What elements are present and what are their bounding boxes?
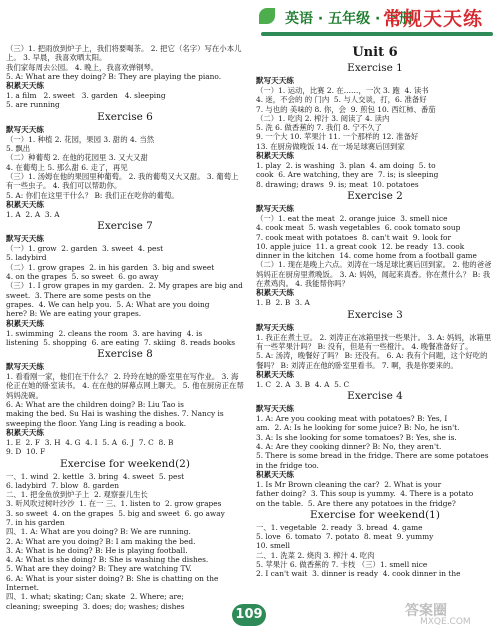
- answer-line: 6. A: What are the children doing? B: Liu Tao is: [6, 400, 184, 410]
- section-tag: 默写天天练: [6, 124, 44, 134]
- answer-line: cook 6. Are watching, they are 7. is; is sleeping: [256, 170, 439, 180]
- answer-line: 4. A: Are they cooking dinner? B: No, they aren't.: [256, 442, 442, 452]
- answer-line: 四、1. A: What are you doing? B: We are running.: [6, 527, 191, 537]
- answer-line: （一）1. eat the meat 2. orange juice 3. smell nice: [256, 213, 448, 223]
- section-tag: 积累天天练: [256, 369, 294, 379]
- answer-line: 二、1. 洗菜 2. 烧肉 3. 榨汁 4. 吃肉: [256, 550, 375, 560]
- answer-line: 1. 看看刚一家，他们在干什么？ 2. 玲玲在她的卧室里在写作业。 3. 海伦正在她的卧室读书。 4. 在在他的屏幕点网上聊天。 5. 他在厨房正在帮妈妈洗碗。: [6, 372, 244, 400]
- section-tag: 默写天天练: [6, 362, 44, 372]
- answer-line: 2. A: What are you doing? B: I am making the bed.: [6, 536, 196, 546]
- answer-line: 5. A: 你们在这里干什么？ B: 我们正在吃你的葡萄。: [6, 190, 179, 200]
- answer-line: （二）1. 吃肉 2. 榨汁 3. 阅读了 4. 读内: [256, 113, 390, 123]
- answer-line: am. 2. A: Is he looking for some juice? B: No, he isn't.: [256, 423, 460, 433]
- answer-line: （二）1. grow grapes 2. in his garden 3. big and sweet: [6, 262, 215, 272]
- answer-line: 4. 在葡萄上 5. 那么甜 6. 走了，再见: [6, 162, 128, 172]
- answer-line: 13. 在厨房做晚饭 14. 在一场足球赛后回到家: [256, 141, 405, 151]
- answer-line: （一）1. grow 2. garden 3. sweet 4. pest: [6, 244, 164, 254]
- header-banner: [255, 4, 495, 44]
- section-tag: 积累天天练: [6, 81, 44, 91]
- answer-line: listening 5. shopping 6. are eating 7. skiing 8. reads books: [6, 337, 236, 347]
- section-tag: 积累天天练: [6, 318, 44, 328]
- answer-line: 4. on the grapes 5. so sweet 6. go away: [6, 272, 159, 282]
- section-tag: 积累天天练: [6, 199, 44, 209]
- answer-line: 5. There is some bread in the fridge. There are some potatoes: [256, 451, 489, 461]
- answer-line: 5. 洗 6. 做香蕉的 7. 我们 8. 宁不久了: [256, 123, 382, 133]
- answer-line: 8. drawing; draws 9. is; meat 10. potatoes: [256, 179, 419, 189]
- answer-line: 3. 听风吹过树叶沙沙 1. 在一 三、1. listen to 2. grow grapes: [6, 499, 222, 509]
- answer-line: cleaning; sweeping 3. does; do; washes; dishes: [6, 601, 185, 611]
- answer-line: 6. A: What is your sister doing? B: She is chatting on the: [6, 573, 219, 583]
- section-tag: 默写天天练: [256, 404, 294, 414]
- answer-line: 4. cook meat 5. wash vegetables 6. cook tomato soup: [256, 223, 461, 233]
- answer-line: here? B: We are eating your grapes.: [6, 309, 142, 319]
- answer-line: Internet.: [6, 583, 40, 593]
- header-grade: 英语 · 五年级 · 下册: [285, 11, 414, 27]
- page-number: 109: [232, 604, 266, 626]
- left-column: [6, 44, 244, 611]
- answer-line: （三）1. 汤姆在他的果园里种葡萄。 2. 我的葡萄又大又甜。 3. 葡萄上有一些虫子。 4. 我们可以帮助你。: [6, 171, 239, 191]
- answer-line: 一、1. vegetable 2. ready 3. bread 4. game: [256, 522, 423, 532]
- answer-line: （一）1. 种植 2. 花园，果园 3. 甜的 4. 当然: [6, 134, 155, 144]
- watermark-logo: 答案圈: [405, 603, 447, 619]
- header-title: 常规天天练: [383, 8, 484, 30]
- answer-line: in the fridge too.: [256, 460, 319, 470]
- answer-line: 9. 一个大 10. 苹果汁 11. 一个那样的 12. 准备好: [256, 132, 419, 142]
- answer-line: father doing? 3. This soup is yummy. 4. There is a potato: [256, 489, 474, 499]
- answer-line: 5. 苹果汁 6. 做香蕉的 7. 卡枝 （三）1. smell nice: [256, 559, 428, 569]
- answer-line: 四、1. what; skating; Can; skate 2. Where; are;: [6, 592, 184, 602]
- section-title: Exercise 8: [97, 348, 153, 361]
- section-tag: 积累天天练: [256, 469, 294, 479]
- answer-line: 3. so sweet 4. on the grapes 5. big and sweet 6. go away: [6, 508, 225, 518]
- answer-line: 1. play 2. is washing 3. plan 4. am doing 5. to: [256, 161, 436, 171]
- answer-line: （二）种葡萄 2. 在他的花园里 3. 又大又甜: [6, 153, 148, 163]
- answer-line: 2. I can't wait 3. dinner is ready 4. cook dinner in the: [256, 569, 461, 579]
- answer-line: 一、1. wind 2. kettle 3. bring 4. sweet 5. pest: [6, 471, 185, 481]
- answer-line: 3. A: Is she looking for some tomatoes? B: Yes, she is.: [256, 432, 457, 442]
- answer-line: 3. A: What is he doing? B: He is playing football.: [6, 545, 188, 555]
- answer-line: 1. a film 2. sweet 3. garden 4. sleeping: [6, 91, 166, 101]
- answer-line: grapes. 4. We can help you. 5. A: What are you doing: [6, 299, 210, 309]
- section-title: Exercise 1: [347, 62, 403, 74]
- answer-line: dinner in the kitchen 14. come home from a football game: [256, 251, 477, 261]
- answer-line: 5. A: What are they doing? B: They are playing the piano.: [6, 71, 222, 81]
- answer-line: （三）1. I grow grapes in my garden. 2. My grapes are big and sweet. 3. There are some pests on the: [6, 281, 246, 300]
- unit-title: Unit 6: [352, 45, 398, 60]
- answer-line: （二）1. 现在是晚上六点。刘涛在一场足球比赛后回到家。 2. 他的爸爸妈妈正在厨房里煮晚饭。 3. A: 妈妈，闻起来真香。你在煮什么？ B: 我在煮鸡肉。 4. 我能帮你吗？: [256, 260, 492, 289]
- section-title: Exercise 4: [347, 390, 403, 403]
- watermark-url: MXQE.COM: [420, 617, 471, 627]
- answer-line: 二、1. 把金鱼放到炉子上 2. 观察蚕儿生长: [6, 490, 148, 500]
- answer-line: 1. C 2. A 3. B 4. A 5. C: [256, 379, 350, 389]
- answer-line: 10. smell: [256, 541, 291, 551]
- answer-line: 7. 与也的 美味的 8. 你，会 9. 煎包 10. 西红柿、番茄: [256, 104, 436, 114]
- right-column: [256, 44, 494, 579]
- section-title: Exercise 7: [97, 220, 153, 233]
- leaf-icon: [259, 8, 275, 24]
- answer-line: 6. ladybird 7. blow 8. garden: [6, 480, 120, 490]
- section-tag: 默写天天练: [256, 203, 294, 213]
- section-title: Exercise 3: [347, 308, 403, 321]
- section-tag: 积累天天练: [256, 288, 294, 298]
- answer-line: 7. in his garden: [6, 517, 65, 527]
- section-title: Exercise 2: [347, 189, 403, 202]
- answer-line: （三）1. 把雨放到炉子上，我们将要喝茶。 2. 把它（名字）写在小本儿上。 3. 早晨，我喜欢晒太阳。: [6, 44, 242, 63]
- answer-line: 1. 我正在煮土豆。 2. 刘涛正在冰箱里找一些果汁。 3. A: 妈妈，冰箱里有一些苹果汁吗？ B: 没有，但是有一些橙汁。 4. 晚餐准备好了。: [256, 332, 492, 351]
- answer-line: making the bed. Su Hai is washing the dishes. 7. Nancy is: [6, 409, 224, 419]
- section-title: Exercise for weekend(2): [60, 457, 190, 470]
- answer-line: 9. D 10. F: [6, 447, 46, 457]
- answer-line: 1. A 2. A 3. A: [6, 209, 60, 219]
- section-title: Exercise for weekend(1): [310, 508, 440, 521]
- answer-line: 我们家每周去公园。 4. 晚上，我喜欢弹钢琴。: [6, 62, 159, 72]
- section-tag: 默写天天练: [6, 234, 44, 244]
- answer-line: 4. A: What is she doing? B: She is washing the dishes.: [6, 555, 209, 565]
- section-tag: 默写天天练: [256, 76, 294, 85]
- section-tag: 默写天天练: [256, 322, 294, 332]
- answer-line: 10. apple juice 11. a great cook 12. be ready 13. cook: [256, 241, 465, 251]
- answer-line: （一）1. 运动，比赛 2. 在……，一次 3. 跑 4. 读书: [256, 86, 429, 95]
- answer-line: 4. 迷，不会的 的 门内 5. 与人交谈，打，6. 准备好: [256, 95, 427, 105]
- answer-line: 1. swimming 2. cleans the room 3. are having 4. is: [6, 328, 203, 338]
- section-title: Exercise 6: [97, 110, 153, 123]
- answer-line: 5. A: 汤涛，晚餐好了吗？ B: 还没有。 6. A: 我有个问题，这个好吃的餐吗？ B: 刘涛正在他的卧室里看书。 7. 啊，我是你要来的。: [256, 351, 488, 370]
- answer-line: 5. 飘出: [6, 144, 31, 154]
- answer-line: 1. E 2. F 3. H 4. G 4. I 5. A 6. J 7. C 8. B: [6, 437, 174, 447]
- header-divider: [261, 32, 493, 36]
- answer-line: 1. A: Are you cooking meat with potatoes? B: Yes, I: [256, 414, 448, 424]
- answer-line: 1. B 2. B 3. A: [256, 298, 310, 308]
- answer-line: 5. love 6. tomato 7. potato 8. meat 9. yummy: [256, 532, 434, 542]
- answer-line: sweeping the floor. Yang Ling is reading a book.: [6, 418, 187, 428]
- section-tag: 积累天天练: [6, 427, 44, 437]
- section-tag: 积累天天练: [256, 151, 294, 161]
- answer-line: 5. are running: [6, 100, 60, 110]
- answer-line: 1. Is Mr Brown cleaning the car? 2. What is your: [256, 479, 442, 489]
- answer-line: 5. What are they doing? B: They are watching TV.: [6, 564, 192, 574]
- answer-line: 5. ladybird: [6, 253, 47, 263]
- answer-line: 7. cook meat with potatoes 8. can't wait 9. look for: [256, 232, 452, 242]
- answer-line: on the table. 5. Are there any potatoes in the fridge?: [256, 498, 456, 508]
